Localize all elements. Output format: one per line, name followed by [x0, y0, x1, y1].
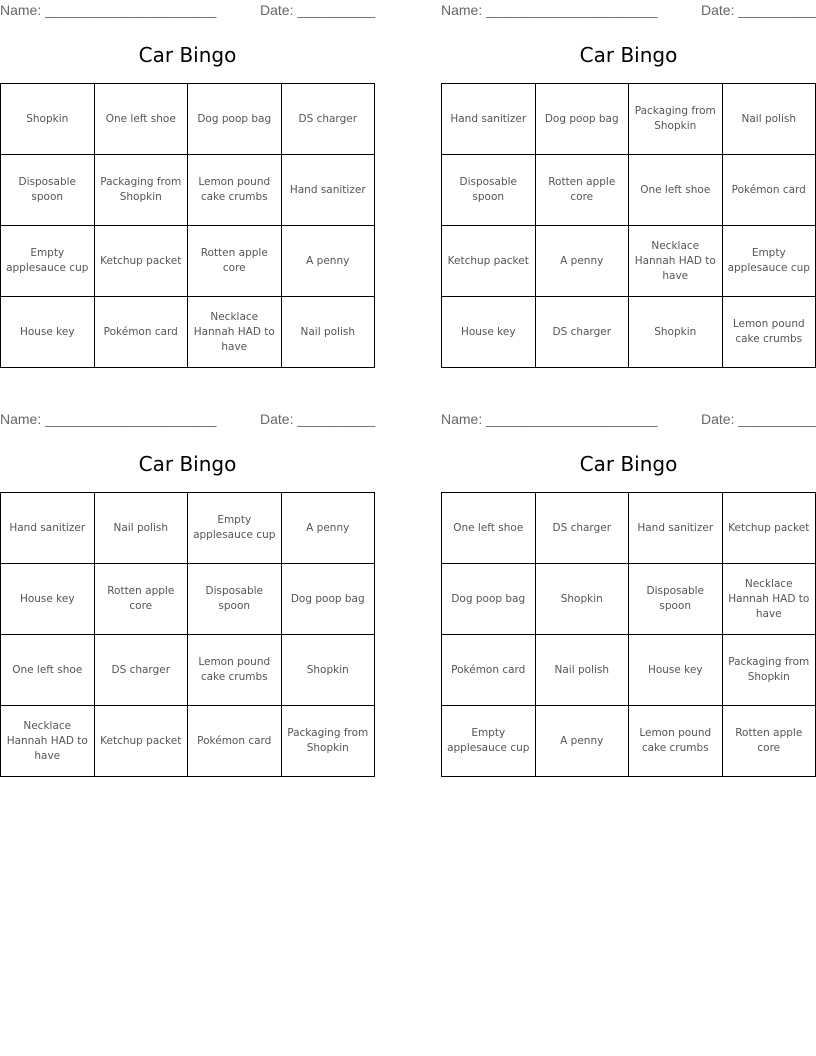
bingo-row: [1, 155, 375, 226]
bingo-row: [1, 493, 375, 564]
bingo-row: [442, 297, 816, 368]
bingo-cell: Dog poop bag: [188, 84, 282, 155]
bingo-cell: A penny: [281, 493, 375, 564]
bingo-cell: One left shoe: [1, 635, 95, 706]
bingo-cell: Shopkin: [629, 297, 723, 368]
bingo-cell: House key: [1, 564, 95, 635]
date-label: Date: __________: [701, 2, 816, 18]
bingo-cell: Packaging from Shopkin: [629, 84, 723, 155]
bingo-cell: Rotten apple core: [535, 155, 629, 226]
bingo-grid: [0, 492, 375, 777]
bingo-cell: Dog poop bag: [535, 84, 629, 155]
bingo-cell: Necklace Hannah HAD to have: [1, 706, 95, 777]
date-label: Date: __________: [260, 2, 376, 18]
bingo-cell: Packaging from Shopkin: [722, 635, 816, 706]
bingo-cell: Empty applesauce cup: [442, 706, 536, 777]
bingo-cell: Disposable spoon: [629, 564, 723, 635]
card-title: Car Bingo: [579, 43, 678, 67]
bingo-cell: Pokémon card: [442, 635, 536, 706]
bingo-row: [442, 226, 816, 297]
name-label: Name: ______________________: [0, 411, 217, 427]
bingo-cell: Empty applesauce cup: [1, 226, 95, 297]
bingo-cell: Nail polish: [535, 635, 629, 706]
bingo-cell: Disposable spoon: [188, 564, 282, 635]
bingo-cell: Nail polish: [94, 493, 188, 564]
card-title: Car Bingo: [138, 43, 237, 67]
name-date-line: [0, 2, 375, 20]
date-label: Date: __________: [260, 411, 376, 427]
bingo-cell: Rotten apple core: [722, 706, 816, 777]
bingo-cell: One left shoe: [629, 155, 723, 226]
bingo-cell: Lemon pound cake crumbs: [722, 297, 816, 368]
bingo-cell: Shopkin: [281, 635, 375, 706]
bingo-row: [1, 635, 375, 706]
bingo-cell: A penny: [535, 706, 629, 777]
bingo-cell: Packaging from Shopkin: [281, 706, 375, 777]
bingo-cell: Shopkin: [535, 564, 629, 635]
bingo-grid: [441, 492, 816, 777]
bingo-cell: Dog poop bag: [442, 564, 536, 635]
bingo-cell: Shopkin: [1, 84, 95, 155]
bingo-cell: DS charger: [281, 84, 375, 155]
bingo-cell: Pokémon card: [722, 155, 816, 226]
bingo-cell: DS charger: [535, 493, 629, 564]
bingo-cell: Necklace Hannah HAD to have: [722, 564, 816, 635]
bingo-cell: Hand sanitizer: [1, 493, 95, 564]
bingo-row: [442, 493, 816, 564]
bingo-cell: A penny: [281, 226, 375, 297]
bingo-row: [442, 564, 816, 635]
bingo-row: [442, 155, 816, 226]
name-date-line: [441, 411, 816, 429]
bingo-cell: Hand sanitizer: [442, 84, 536, 155]
bingo-cell: Hand sanitizer: [281, 155, 375, 226]
card-title: Car Bingo: [579, 452, 678, 476]
bingo-cell: House key: [1, 297, 95, 368]
bingo-cell: Nail polish: [722, 84, 816, 155]
name-date-line: [0, 411, 375, 429]
bingo-cell: House key: [629, 635, 723, 706]
bingo-cell: Lemon pound cake crumbs: [188, 155, 282, 226]
bingo-grid: [0, 83, 375, 368]
bingo-cell: Nail polish: [281, 297, 375, 368]
bingo-cell: Empty applesauce cup: [722, 226, 816, 297]
bingo-cell: Pokémon card: [94, 297, 188, 368]
name-label: Name: ______________________: [441, 411, 658, 427]
bingo-cell: Hand sanitizer: [629, 493, 723, 564]
card-title: Car Bingo: [138, 452, 237, 476]
bingo-row: [442, 635, 816, 706]
bingo-row: [1, 706, 375, 777]
bingo-cell: Necklace Hannah HAD to have: [629, 226, 723, 297]
bingo-cell: DS charger: [94, 635, 188, 706]
date-label: Date: __________: [701, 411, 816, 427]
bingo-row: [1, 564, 375, 635]
bingo-cell: Rotten apple core: [94, 564, 188, 635]
bingo-row: [442, 84, 816, 155]
bingo-cell: Necklace Hannah HAD to have: [188, 297, 282, 368]
name-label: Name: ______________________: [0, 2, 217, 18]
bingo-cell: Pokémon card: [188, 706, 282, 777]
bingo-row: [442, 706, 816, 777]
bingo-cell: Ketchup packet: [442, 226, 536, 297]
bingo-cell: One left shoe: [442, 493, 536, 564]
bingo-cell: DS charger: [535, 297, 629, 368]
bingo-cell: Disposable spoon: [1, 155, 95, 226]
bingo-cell: Lemon pound cake crumbs: [188, 635, 282, 706]
name-label: Name: ______________________: [441, 2, 658, 18]
bingo-cell: Rotten apple core: [188, 226, 282, 297]
bingo-row: [1, 84, 375, 155]
bingo-cell: Ketchup packet: [722, 493, 816, 564]
bingo-cell: Ketchup packet: [94, 706, 188, 777]
bingo-grid: [441, 83, 816, 368]
bingo-cell: Empty applesauce cup: [188, 493, 282, 564]
name-date-line: [441, 2, 816, 20]
bingo-cell: A penny: [535, 226, 629, 297]
bingo-cell: Dog poop bag: [281, 564, 375, 635]
bingo-row: [1, 226, 375, 297]
bingo-cell: One left shoe: [94, 84, 188, 155]
bingo-cell: Packaging from Shopkin: [94, 155, 188, 226]
bingo-cell: Lemon pound cake crumbs: [629, 706, 723, 777]
bingo-cell: House key: [442, 297, 536, 368]
bingo-row: [1, 297, 375, 368]
bingo-cell: Ketchup packet: [94, 226, 188, 297]
bingo-cell: Disposable spoon: [442, 155, 536, 226]
